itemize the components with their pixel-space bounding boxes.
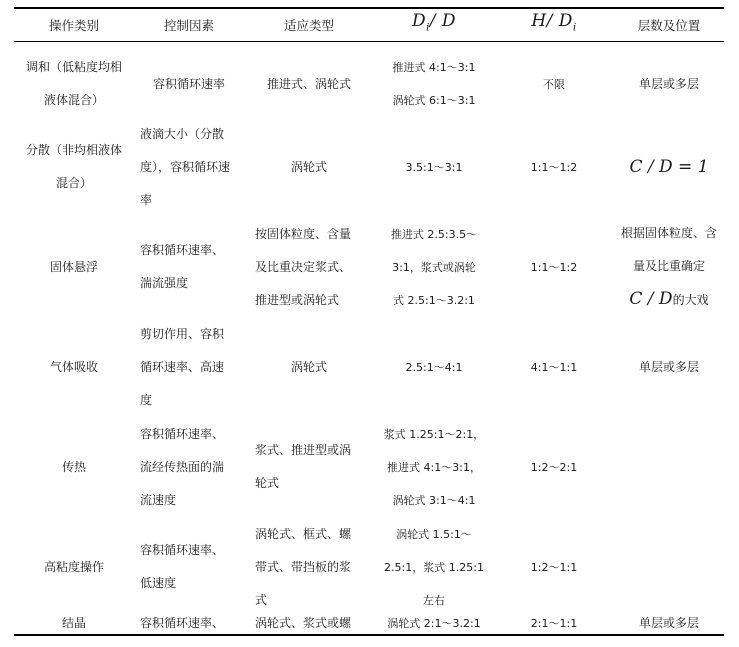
header-layer-position: 层数及位置 [637,17,701,33]
header-control-factor: 控制因素 [163,17,214,33]
table-cell-hd: 1:2～2:1 [530,460,578,474]
table-cell-op: 传热 [61,459,86,474]
table-cell-layer [614,517,724,617]
table-cell-ratio: 推进式 4:1～3:1 涡轮式 6:1～3:1 [392,61,476,107]
table-cell-ctrl: 容积循环速率、 流经传热面的湍 流速度 [140,426,225,507]
table-cell-ctrl: 剪切作用、容积 循环速率、高速 度 [140,326,225,407]
table-cell-layer: 单层或多层 [638,615,699,630]
table-cell-op: 结晶 [61,615,86,630]
header-di-over-d: $D_i/$ D [411,11,457,34]
header-rule [14,41,724,42]
table-cell-hd: 1:1～1:2 [530,260,578,274]
table-cell-ratio: 2.5:1～4:1 [405,360,463,374]
table-cell-hd: 不限 [543,77,565,91]
data-table [14,7,724,637]
table-cell-ratio: 浆式 1.25:1～2:1， 推进式 4:1～3:1， 涡轮式 3:1～4:1 [383,427,485,507]
table-cell-op: 高粘度操作 [43,559,104,574]
table-cell-layer: C / D = 1 [629,156,709,177]
table-cell-hd: 4:1～1:1 [530,360,578,374]
table-cell-ratio: 3.5:1～3:1 [405,160,463,174]
table-cell-op: 分散（非均相液体 混合） [25,143,122,190]
table-cell-ctrl: 容积循环速率、 湍流强度 [140,243,225,290]
table-cell-layer: 单层或多层 [638,76,699,91]
table-cell-ratio: 涡轮式 2:1～3.2:1 [387,616,481,630]
header-adapted-type: 适应类型 [283,17,334,33]
table-cell-ctrl: 容积循环速率、 低速度 [140,543,225,590]
table-cell-ctrl: 容积循环速率、 [140,615,225,630]
header-operation-category: 操作类别 [48,17,99,33]
table-cell-hd: 1:2～1:1 [530,560,578,574]
table-cell-type: 涡轮式 [290,159,327,174]
table-cell-ctrl: 液滴大小（分散 度），容积循环速 率 [140,126,231,207]
table-cell-type: 浆式、推进型或涡 轮式 [255,443,352,490]
table-cell-hd: 2:1～1:1 [530,616,578,630]
table-cell-op: 调和（低粘度均相 液体混合） [25,60,122,107]
table-cell-layer: 单层或多层 [638,359,699,374]
table-cell-layer: 根据固体粒度、含 量及比重确定 C / D的大戏 [620,226,717,309]
table-cell-ctrl: 容积循环速率 [152,76,225,91]
table-cell-ratio: 推进式 2.5:3.5～ 3:1，浆式或涡轮 式 2.5:1～3.2:1 [390,227,478,307]
table-cell-hd: 1:1～1:2 [530,160,578,174]
table-cell-op: 固体悬浮 [49,259,98,274]
table-cell-type: 涡轮式、浆式或螺 [255,615,352,630]
table-cell-type: 涡轮式、框式、螺 带式、带挡板的浆 式 [255,526,352,607]
header-h-over-di: H/ $D_i$ [531,11,577,34]
table-cell-type: 涡轮式 [290,359,327,374]
table-cell-op: 气体吸收 [49,359,98,374]
table-cell-type: 推进式、涡轮式 [266,76,351,91]
table-cell-ratio: 涡轮式 1.5:1～ 2.5:1，浆式 1.25:1 左右 [384,527,484,607]
table-cell-type: 按固体粒度、含量 及比重决定浆式、 推进型或涡轮式 [255,226,352,307]
table-cell-layer [614,417,724,517]
